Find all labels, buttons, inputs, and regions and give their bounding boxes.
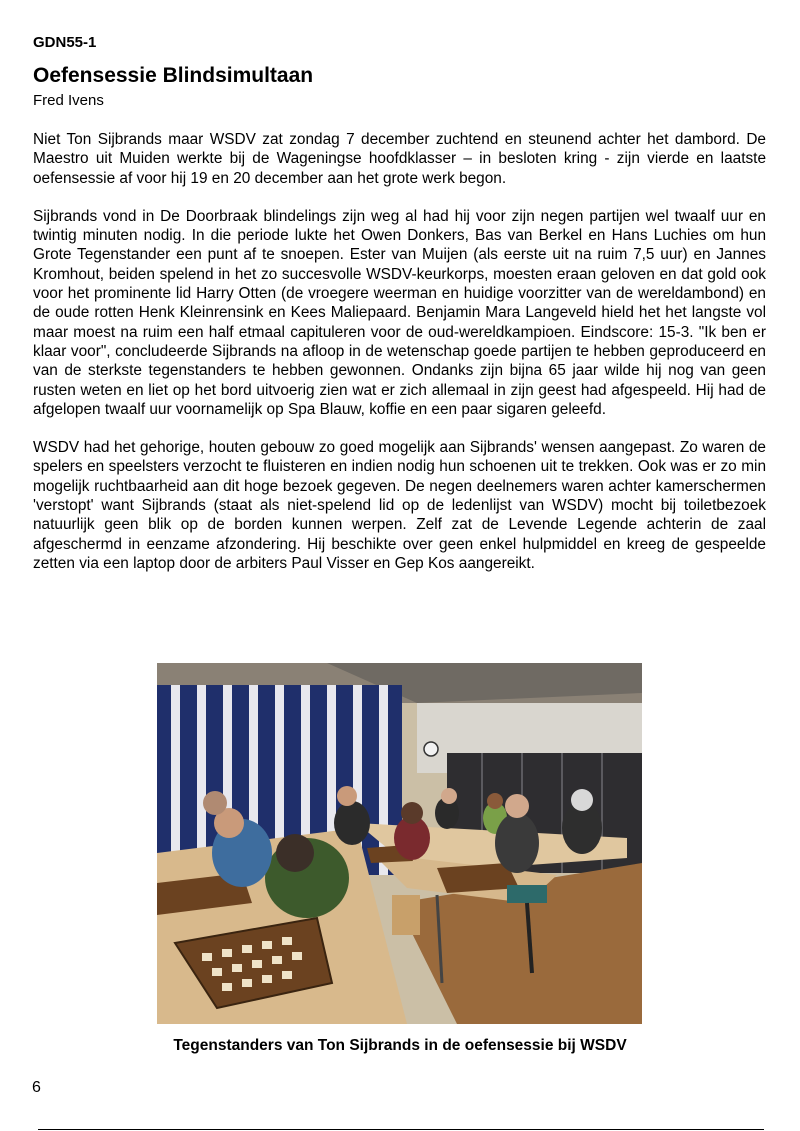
article-author: Fred Ivens: [33, 92, 104, 109]
footer-divider: [38, 1129, 764, 1130]
page-number: 6: [32, 1079, 41, 1096]
article-body: [33, 130, 766, 592]
document-code: GDN55-1: [33, 34, 97, 51]
photo-caption: Tegenstanders van Ton Sijbrands in de oefensessie bij WSDV: [173, 1037, 627, 1054]
article-title: Oefensessie Blindsimultaan: [33, 64, 314, 87]
paragraph-1: Niet Ton Sijbrands maar WSDV zat zondag 7 december zuchtend en steunend achter het dambord. De Maestro uit Muiden werkte bij de Wageningse hoofdklasser – in besloten kring - zijn vierde en laatste oefensessie af voor hij 19 en 20 december aan het grote werk begon.: [33, 131, 766, 187]
article-photo: [157, 663, 642, 1024]
paragraph-2: Sijbrands vond in De Doorbraak blindelings zijn weg al had hij voor zijn negen partijen wel twaalf uur en twintig minuten nodig. In die periode lukte het Owen Donkers, Bas van Berkel en Hans Luchies om hun Grote Tegenstander een punt af te snoepen. Ester van Muijen (als eerste uit na ruim 7,5 uur) en Jannes Kromhout, beiden spelend in het zo succesvolle WSDV-keurkorps, moesten eraan geloven en dat gold ook voor het prominente lid Harry Otten (de vroegere weerman en huidige voorzitter van de wereldambond) en de oude rotten Henk Kleinrensink en Kees Maliepaard. Benjamin Mara Langeveld hield het het langste vol maar moest na ruim een half etmaal capituleren voor de oud-wereldkampioen. Eindscore: 15-3. "Ik ben er klaar voor", concludeerde Sijbrands na afloop in de wetenschap goede partijen te hebben geproduceerd en van de sterkste tegenstanders te hebben gewonnen. Ondanks zijn bijna 65 jaar wilde hij nog van geen rusten weten en liet op het bord uitvoerig zien wat er zich allemaal in zijn geest had afgespeeld. Hij had de afgelopen twaalf uur voornamelijk op Spa Blauw, koffie en een paar sigaren geleefd.: [33, 207, 766, 418]
paragraph-3: WSDV had het gehorige, houten gebouw zo goed mogelijk aan Sijbrands' wensen aangepast. Zo waren de spelers en speelsters verzocht te fluisteren en indien nodig hun schoenen uit te trekken. Ook was er zo min mogelijk ruchtbaarheid aan dit hoge bezoek gegeven. De negen deelnemers waren achter kamerschermen 'verstopt' want Sijbrands (staat als niet-spelend lid op de ledenlijst van WSDV) mocht bij toiletbezoek natuurlijk geen blik op de borden kunnen werpen. Zelf zat de Levende Legende achterin de zaal afgeschermd in eenzame afzondering. Hij beschikte over geen enkel hulpmiddel en kreeg de gespeelde zetten via een laptop door de arbiters Paul Visser en Gep Kos aangereikt.: [33, 439, 766, 572]
